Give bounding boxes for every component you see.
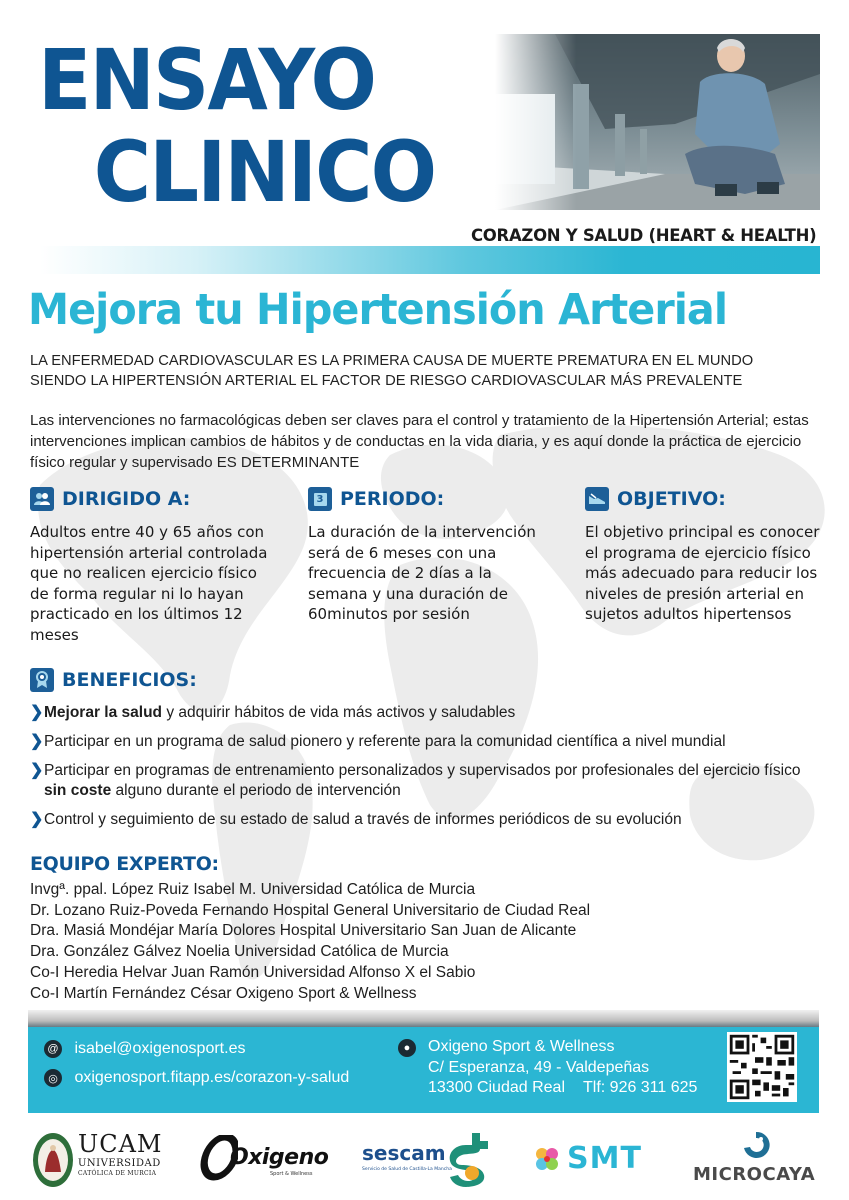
title-line-2: CLINICO (93, 123, 436, 221)
section-periodo (308, 487, 558, 625)
subtitle: CORAZON Y SALUD (HEART & HEALTH) (471, 226, 817, 245)
dirigido-heading (30, 487, 290, 511)
team-member: Invgª. ppal. López Ruiz Isabel M. Universidad Católica de Murcia (30, 881, 476, 898)
sescam-s-cross-icon (448, 1131, 490, 1187)
microcaya-logo (693, 1130, 823, 1190)
website-row (44, 1069, 349, 1087)
periodo-heading-text: PERIODO: (340, 488, 445, 510)
benefit-text-bold: Mejorar la salud (44, 704, 163, 721)
benefit-text-after: alguno durante el periodo de intervención (111, 782, 401, 799)
qr-code[interactable] (727, 1032, 797, 1102)
chevron-right-icon: ❯ (30, 733, 44, 750)
beneficios-heading (30, 668, 197, 692)
website-link[interactable]: oxigenosport.fitapp.es/corazon-y-salud (74, 1069, 350, 1087)
sescam-name: sescam (362, 1141, 446, 1165)
periodo-heading (308, 487, 558, 511)
contact-panel (28, 1027, 819, 1113)
dirigido-body: Adultos entre 40 y 65 años con hipertensión arterial controlada que no realicen ejercicio físico de forma regular ni lo hayan practicado en los últimos 12 meses (30, 523, 268, 644)
benefit-item (30, 810, 830, 830)
benefit-text (44, 761, 804, 801)
cyan-divider-bar (40, 246, 820, 274)
address-city-phone (428, 1078, 697, 1099)
woman-tying-shoe-image (495, 34, 820, 210)
objetivo-body: El objetivo principal es conocer el programa de ejercicio físico más adecuado para reducir los niveles de presión arterial en sujetos adultos hipertensos (585, 523, 820, 623)
team-member: Dra. Masiá Mondéjar María Dolores Hospital Universitario San Juan de Alicante (30, 922, 577, 940)
sescam-logo (362, 1131, 492, 1189)
calendar-icon (308, 487, 332, 511)
team-member: Dra. González Gálvez Noelia Universidad Católica de Murcia (30, 943, 449, 961)
at-icon: @ (44, 1040, 62, 1058)
sescam-sub: Servicio de Salud de Castilla-La Mancha (362, 1167, 452, 1172)
globe-icon: ◎ (44, 1069, 62, 1087)
ucam-sub2: CATÓLICA DE MURCIA (78, 1170, 157, 1177)
address-block (398, 1037, 697, 1099)
benefit-item (30, 761, 830, 801)
ucam-seal-icon (32, 1132, 74, 1188)
chevron-right-icon: ❯ (30, 762, 44, 779)
benefit-text-after: y adquirir hábitos de vida más activos y saludables (162, 704, 516, 721)
intro-text (30, 351, 804, 391)
gray-divider-bar (28, 1010, 819, 1028)
microcaya-name: MICROCAYA (693, 1164, 816, 1185)
ucam-name: UCAM (78, 1130, 163, 1158)
shoe-icon (585, 487, 609, 511)
team-member: Co-I Martín Fernández César Oxigeno Sport & Wellness (30, 984, 417, 1002)
benefits-list (30, 703, 830, 839)
oxigeno-name: Oxigeno (230, 1145, 329, 1170)
phone-number[interactable]: Tlf: 926 311 625 (583, 1079, 698, 1096)
benefit-text-before: Participar en programas de entrenamiento personalizados y supervisados por profesionales del ejercicio físico (44, 762, 801, 779)
benefit-text: Control y seguimiento de su estado de salud a través de informes periódicos de su evolución (44, 811, 682, 828)
title-line-1: ENSAYO (38, 31, 376, 129)
beneficios-heading-text: BENEFICIOS: (62, 669, 197, 691)
calendar-icon-number: 3 (314, 493, 327, 506)
ucam-logo (32, 1130, 163, 1188)
oxigeno-sub: Sport & Wellness (270, 1171, 313, 1177)
map-pin-icon: ● (398, 1039, 416, 1057)
people-icon (30, 487, 54, 511)
main-title (38, 31, 436, 221)
headline: Mejora tu Hipertensión Arterial (28, 285, 728, 335)
dirigido-heading-text: DIRIGIDO A: (62, 488, 191, 510)
microcaya-fish-icon (741, 1130, 771, 1160)
intro-line-2: SIENDO LA HIPERTENSIÓN ARTERIAL EL FACTOR DE RIESGO CARDIOVASCULAR MÁS PREVALENTE (30, 372, 743, 389)
smt-logo (533, 1141, 663, 1177)
chevron-right-icon: ❯ (30, 811, 44, 828)
partner-logos (0, 1125, 849, 1195)
benefit-item (30, 732, 830, 752)
team-member: Dr. Lozano Ruiz-Poveda Fernando Hospital General Universitario de Ciudad Real (30, 901, 591, 919)
email-row (44, 1040, 245, 1058)
team-list (30, 880, 590, 1004)
benefit-item (30, 703, 830, 723)
address-name: Oxigeno Sport & Wellness (428, 1038, 615, 1055)
ucam-sub1: UNIVERSIDAD (78, 1158, 161, 1169)
email-link[interactable]: isabel@oxigenosport.es (74, 1040, 246, 1058)
section-objetivo (585, 487, 835, 625)
benefit-text (44, 703, 515, 723)
objetivo-heading (585, 487, 835, 511)
award-icon (30, 668, 54, 692)
section-dirigido (30, 487, 290, 645)
benefit-text-bold: sin coste (44, 782, 112, 799)
smt-name: SMT (567, 1141, 642, 1176)
oxigeno-logo (198, 1135, 328, 1185)
periodo-body: La duración de la intervención será de 6 meses con una frecuencia de 2 días a la semana y una duración de 60minutos por sesión (308, 523, 536, 623)
chevron-right-icon: ❯ (30, 704, 44, 721)
intro-paragraph: Las intervenciones no farmacológicas deben ser claves para el control y tratamiento de la Hipertensión Arterial; estas intervenciones implican cambios de hábitos y de conductas en la vida diaria, y es aquí donde la práctica de ejercicio físico regular y supervisado ES DETERMINANTE (30, 412, 809, 471)
hero-photo (495, 34, 820, 210)
team-member: Co-I Heredia Helvar Juan Ramón Universidad Alfonso X el Sabio (30, 963, 476, 981)
team-heading: EQUIPO EXPERTO: (30, 853, 219, 875)
address-city: 13300 Ciudad Real (428, 1079, 565, 1096)
benefit-text: Participar en un programa de salud pionero y referente para la comunidad científica a nivel mundial (44, 733, 726, 750)
smt-flower-icon (533, 1145, 561, 1173)
objetivo-heading-text: OBJETIVO: (617, 488, 726, 510)
intro-line-1: LA ENFERMEDAD CARDIOVASCULAR ES LA PRIMERA CAUSA DE MUERTE PREMATURA EN EL MUNDO (30, 352, 754, 369)
address-street: C/ Esperanza, 49 - Valdepeñas (428, 1058, 650, 1076)
